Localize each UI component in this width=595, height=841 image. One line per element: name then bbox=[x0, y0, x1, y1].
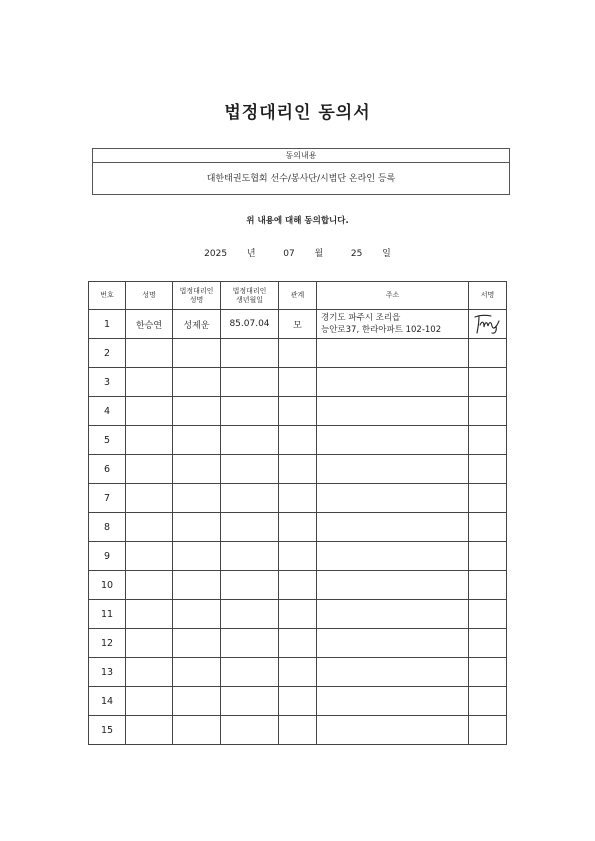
consent-box bbox=[92, 148, 510, 195]
row-number: 1 bbox=[89, 310, 126, 339]
table-row bbox=[89, 716, 507, 745]
row-guardian-birth: 85.07.04 bbox=[221, 310, 279, 339]
table-header-row bbox=[89, 282, 507, 310]
row-number: 9 bbox=[89, 542, 126, 571]
table-row bbox=[89, 542, 507, 571]
row-number: 6 bbox=[89, 455, 126, 484]
row-number: 15 bbox=[89, 716, 126, 745]
header-relation: 관계 bbox=[279, 282, 317, 310]
handwritten-signature bbox=[471, 312, 505, 336]
row-signature bbox=[469, 310, 507, 339]
table-row bbox=[89, 571, 507, 600]
consent-roster-table bbox=[88, 281, 507, 745]
row-address: 경기도 파주시 조리읍 능안로37, 한라아파트 102-102 bbox=[317, 310, 469, 339]
table-row bbox=[89, 455, 507, 484]
row-number: 12 bbox=[89, 629, 126, 658]
agreement-statement: 위 내용에 대해 동의합니다. bbox=[246, 216, 349, 226]
table-row bbox=[89, 600, 507, 629]
table-row bbox=[89, 484, 507, 513]
row-number: 4 bbox=[89, 397, 126, 426]
row-number: 8 bbox=[89, 513, 126, 542]
row-name: 한승연 bbox=[126, 310, 173, 339]
table-row bbox=[89, 629, 507, 658]
header-no: 번호 bbox=[89, 282, 126, 310]
row-number: 5 bbox=[89, 426, 126, 455]
date-year: 2025 bbox=[204, 249, 228, 259]
table-row bbox=[89, 368, 507, 397]
row-number: 13 bbox=[89, 658, 126, 687]
row-number: 3 bbox=[89, 368, 126, 397]
consent-text: 대한태권도협회 선수/봉사단/시범단 온라인 등록 bbox=[206, 174, 396, 184]
date-year-unit: 년 bbox=[246, 249, 256, 259]
date-month-unit: 월 bbox=[314, 249, 324, 259]
header-address: 주소 bbox=[317, 282, 469, 310]
row-number: 14 bbox=[89, 687, 126, 716]
header-guardian-name: 법정대리인 성명 bbox=[173, 282, 221, 310]
table-row bbox=[89, 513, 507, 542]
date-month: 07 bbox=[283, 249, 295, 259]
row-number: 10 bbox=[89, 571, 126, 600]
table-row bbox=[89, 658, 507, 687]
row-relation: 모 bbox=[279, 310, 317, 339]
consent-header: 동의내용 bbox=[93, 149, 509, 163]
table-row bbox=[89, 426, 507, 455]
header-guardian-birth: 법정대리인 생년월일 bbox=[221, 282, 279, 310]
row-number: 7 bbox=[89, 484, 126, 513]
row-number: 11 bbox=[89, 600, 126, 629]
table-row bbox=[89, 397, 507, 426]
table-row bbox=[89, 687, 507, 716]
table-row bbox=[89, 339, 507, 368]
header-signature: 서명 bbox=[469, 282, 507, 310]
date-line bbox=[0, 246, 595, 259]
date-day: 25 bbox=[350, 249, 363, 259]
table-row bbox=[89, 310, 507, 339]
row-number: 2 bbox=[89, 339, 126, 368]
row-guardian-name: 성제운 bbox=[173, 310, 221, 339]
page-title: 법정대리인 동의서 bbox=[224, 103, 371, 123]
header-name: 성명 bbox=[126, 282, 173, 310]
date-day-unit: 일 bbox=[382, 249, 391, 259]
